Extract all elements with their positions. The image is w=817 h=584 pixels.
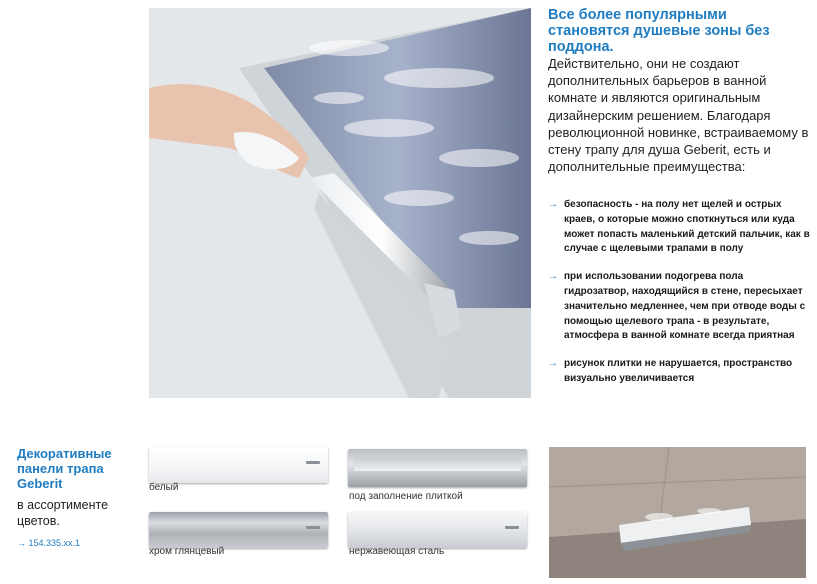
panel-white — [149, 447, 328, 483]
benefit-text: рисунок плитки не нарушается, пространство визуально увеличивается — [564, 358, 793, 384]
geberit-logo-icon — [505, 526, 519, 529]
panel-label-chrome-gloss: хром глянцевый — [149, 546, 225, 557]
installed-drain-illustration — [549, 447, 806, 578]
installed-drain-photo — [549, 447, 806, 578]
panel-stainless-steel — [348, 512, 527, 548]
panel-tile-insert — [348, 449, 527, 487]
panel-chrome-gloss — [149, 512, 328, 548]
hero-illustration — [149, 8, 531, 398]
benefit-text: при использовании подогрева пола гидрозатвор, находящийся в стене, пересыхает значительно медленнее, чем при отводе воды с помощью щелевого трапа - в результате, атмосфера в ванной комнате всегда приятная — [564, 271, 806, 342]
panels-description: в ассортименте цветов. — [17, 498, 109, 528]
benefit-item-safety — [548, 198, 810, 257]
benefits-list — [548, 198, 810, 400]
geberit-logo-icon — [306, 461, 320, 464]
benefit-item-tile-pattern — [548, 357, 810, 387]
hero-photo-shower-drain — [149, 8, 531, 398]
arrow-right-icon: → — [548, 271, 558, 283]
geberit-logo-icon — [306, 526, 320, 529]
panels-title: Декоративные панели трапа Geberit — [17, 446, 112, 491]
panel-label-stainless-steel: нержавеющая сталь — [349, 546, 445, 557]
panel-label-white: белый — [149, 482, 179, 493]
arrow-right-icon: → — [548, 358, 558, 370]
article-code[interactable]: → 154.335.xx.1 — [17, 538, 81, 548]
benefit-item-floor-heating — [548, 270, 810, 344]
panel-label-tile-insert: под заполнение плиткой — [349, 491, 463, 502]
intro-paragraph: Действительно, они не создают дополнительных барьеров в ванной комнате и являются оригинальным дизайнерским решением. Благодаря революционной новинке, встраиваемому в стену трапу для душа Geberit, есть и дополнительные преимущества: — [548, 56, 809, 175]
arrow-right-icon: → — [548, 199, 558, 210]
benefit-text: безопасность - на полу нет щелей и острых краев, о которые можно споткнуться или куда может попасть маленький детский пальчик, как в случае с щелевыми трапами в полу — [564, 199, 810, 255]
section-heading: Все более популярными становятся душевые зоны без поддона. — [548, 7, 770, 55]
